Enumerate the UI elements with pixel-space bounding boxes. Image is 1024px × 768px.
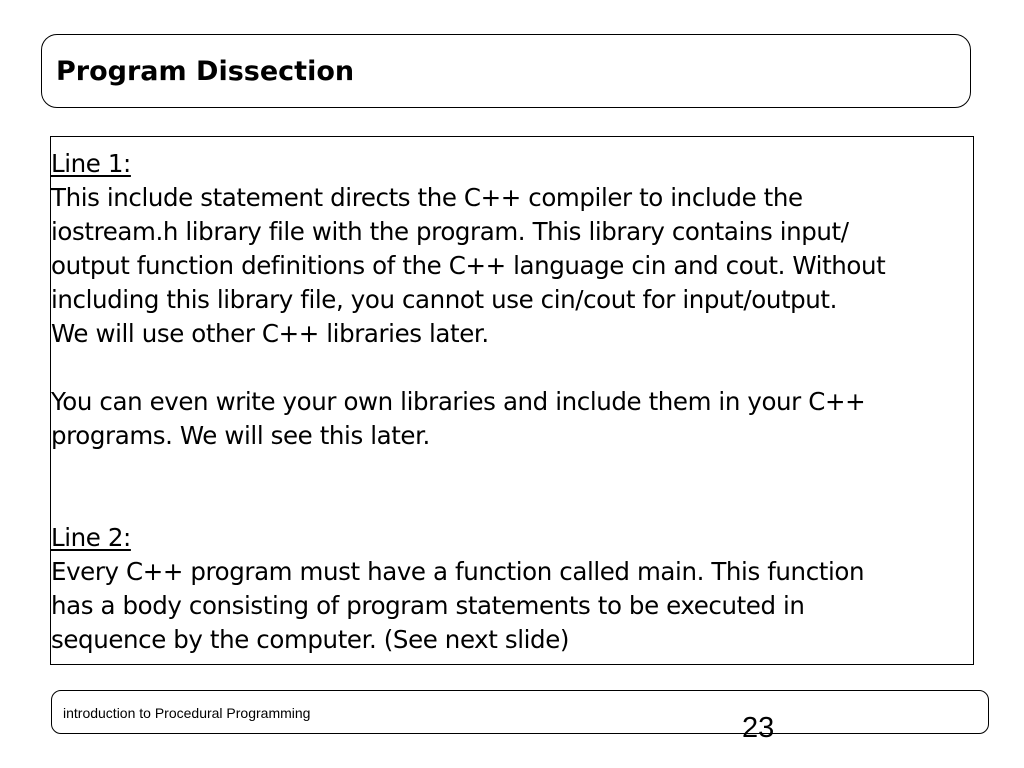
paragraph-line: output function definitions of the C++ language cin and cout. Without: [51, 251, 886, 280]
paragraph-line: sequence by the computer. (See next slide): [51, 625, 570, 654]
paragraph-line: We will use other C++ libraries later.: [51, 319, 489, 348]
paragraph-line: This include statement directs the C++ compiler to include the: [51, 183, 803, 212]
footer-course-title: introduction to Procedural Programming: [63, 705, 311, 721]
slide-number: 23: [742, 712, 775, 744]
paragraph-line: Every C++ program must have a function called main. This function: [51, 557, 865, 586]
footer-box: [51, 690, 989, 734]
blank-line: [51, 487, 975, 521]
slide-title: Program Dissection: [56, 56, 355, 87]
line2-heading: Line 2:: [51, 523, 131, 552]
content-box: [50, 136, 974, 665]
content-text: [51, 147, 975, 657]
line1-heading: Line 1:: [51, 149, 131, 178]
paragraph-line: including this library file, you cannot use cin/cout for input/output.: [51, 285, 838, 314]
paragraph-line: has a body consisting of program statements to be executed in: [51, 591, 805, 620]
paragraph-line: iostream.h library file with the program. This library contains input/: [51, 217, 849, 246]
blank-line: [51, 351, 975, 385]
paragraph-line: programs. We will see this later.: [51, 421, 430, 450]
slide-title-box: [41, 34, 971, 108]
paragraph-line: You can even write your own libraries and include them in your C++: [51, 387, 866, 416]
blank-line: [51, 453, 975, 487]
